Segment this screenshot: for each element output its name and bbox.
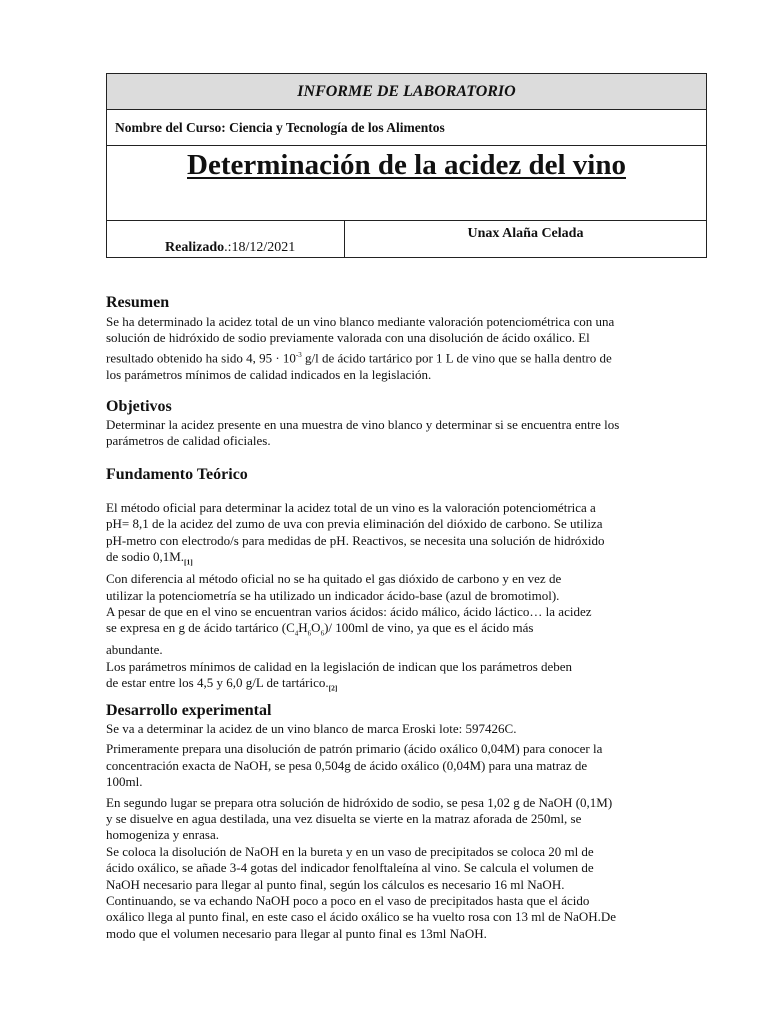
subscript: 6	[320, 630, 325, 639]
objetivos-heading: Objetivos	[106, 398, 172, 415]
text-line: A pesar de que en el vino se encuentran varios ácidos: ácido málico, ácido láctico… la acidez	[106, 604, 592, 620]
text-line: El método oficial para determinar la acidez total de un vino es la valoración potenciométrica a	[106, 500, 596, 515]
text-line: pH= 8,1 de la acidez del zumo de uva con previa eliminación del dióxido de carbono. Se utiliza	[106, 516, 603, 532]
desarrollo-heading: Desarrollo experimental	[106, 702, 272, 719]
text-line: y se disuelve en agua destilada, una vez disuelta se vierte en la matraz aforada de 250ml, se	[106, 811, 582, 827]
resumen-heading: Resumen	[106, 294, 170, 311]
text-line: los parámetros mínimos de calidad indicados en la legislación.	[106, 366, 432, 382]
text-line: Primeramente prepara una disolución de patrón primario (ácido oxálico 0,04M) para conocer la	[106, 741, 603, 757]
meta-row	[107, 221, 706, 257]
document-title: Determinación de la acidez del vino	[187, 149, 626, 181]
text-fragment: de sodio 0,1M.	[106, 549, 184, 565]
text-line: Se ha determinado la acidez total de un vino blanco mediante valoración potenciométrica con una	[106, 314, 615, 329]
title-cell	[107, 146, 706, 221]
text-line: utilizar la potenciometría se ha utilizado un indicador ácido-base (azul de bromotimol).	[106, 587, 560, 603]
text-line	[106, 347, 668, 367]
text-line: Determinar la acidez presente en una muestra de vino blanco y determinar si se encuentra entre los	[106, 417, 620, 432]
citation-1: [1]	[184, 557, 193, 567]
text-fragment: g/l de ácido tartárico por 1 L de vino que se halla dentro de	[301, 350, 612, 366]
text-fragment: )/ 100ml de vino, ya que es el ácido más	[324, 620, 534, 636]
text-fragment: de estar entre los 4,5 y 6,0 g/L de tartárico.	[106, 675, 329, 691]
text-line: Se coloca la disolución de NaOH en la bureta y en un vaso de precipitados se coloca 20 ml de	[106, 843, 594, 859]
text-line: solución de hidróxido de sodio previamente valorada con una disolución de ácido oxálico. El	[106, 330, 590, 346]
realized-line	[165, 240, 295, 256]
realized-label: Realizado	[165, 240, 225, 255]
text-line: modo que el volumen necesario para llegar al punto final es 13ml NaOH.	[106, 925, 487, 941]
desarrollo-text	[106, 721, 668, 942]
author-name: Unax Alaña Celada	[467, 226, 584, 241]
course-name: Nombre del Curso: Ciencia y Tecnología de los Alimentos	[107, 110, 706, 146]
resumen-text	[106, 314, 668, 383]
text-line: homogeniza y enrasa.	[106, 827, 219, 843]
text-fragment: se expresa en g de ácido tartárico (C	[106, 620, 295, 636]
text-line: oxálico llega al punto final, en este caso el ácido oxálico se ha vuelto rosa con 13 ml de NaOH.De	[106, 909, 617, 925]
fundamento-heading: Fundamento Teórico	[106, 466, 248, 483]
text-line: Con diferencia al método oficial no se ha quitado el gas dióxido de carbono y en vez de	[106, 571, 562, 587]
text-line: NaOH necesario para llegar al punto final, según los cálculos es necesario 16 ml NaOH.	[106, 876, 565, 892]
citation-2: [2]	[328, 683, 338, 693]
subscript: 4	[294, 630, 299, 639]
fundamento-text	[106, 500, 668, 697]
text-line: ácido oxálico, se añade 3-4 gotas del indicador fenolftaleína al vino. Se calcula el volumen de	[106, 860, 594, 876]
subscript: 6	[307, 630, 312, 639]
date-cell	[107, 221, 345, 257]
text-fragment: O	[311, 620, 321, 636]
text-line: concentración exacta de NaOH, se pesa 0,504g de ácido oxálico (0,04M) para una matraz de	[106, 757, 588, 773]
text-line: Se va a determinar la acidez de un vino blanco de marca Eroski lote: 597426C.	[106, 721, 517, 736]
text-line: parámetros de calidad oficiales.	[106, 433, 271, 449]
exponent: -3	[295, 350, 302, 359]
report-header-table	[106, 73, 707, 258]
text-line: Los parámetros mínimos de calidad en la legislación de indican que los parámetros deben	[106, 658, 573, 674]
text-line: abundante.	[106, 642, 163, 658]
report-label: INFORME DE LABORATORIO	[107, 74, 706, 110]
text-line	[106, 549, 668, 571]
text-line: Continuando, se va echando NaOH poco a poco en el vaso de precipitados hasta que el ácido	[106, 893, 590, 909]
text-line: 100ml.	[106, 774, 143, 790]
text-line	[106, 675, 668, 697]
text-fragment: resultado obtenido ha sido 4, 95 · 10	[106, 350, 296, 366]
objetivos-text	[106, 417, 668, 450]
text-line: pH-metro con electrodo/s para medidas de pH. Reactivos, se necesita una solución de hidróxido	[106, 532, 605, 548]
realized-date: .:18/12/2021	[224, 240, 296, 255]
text-fragment: H	[298, 620, 308, 636]
text-line: En segundo lugar se prepara otra solución de hidróxido de sodio, se pesa 1,02 g de NaOH (0,1M)	[106, 794, 613, 810]
text-line	[106, 620, 668, 642]
